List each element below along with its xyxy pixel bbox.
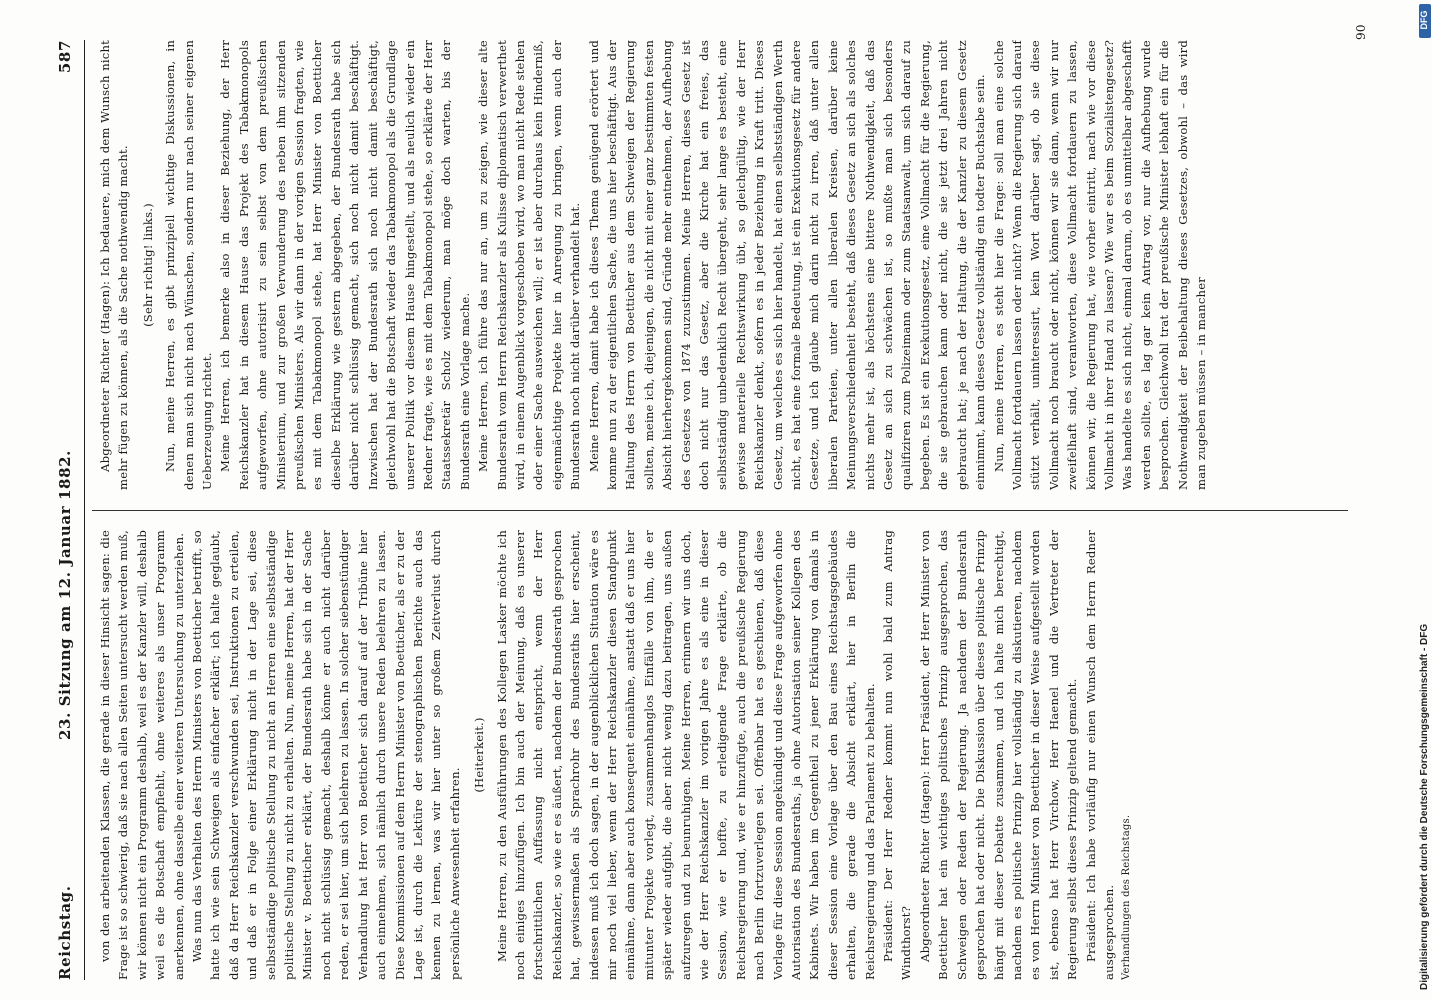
page-header xyxy=(48,40,85,980)
speaker-paragraph: Präsident: Der Herr Redner kommt nun wohl bald zum Antrag Windthorst? xyxy=(881,530,914,980)
dfg-logo-text: DFG xyxy=(1419,10,1429,30)
page-number: 587 xyxy=(56,40,74,74)
footer-note: Verhandlungen des Reichstags. xyxy=(1121,814,1133,980)
speaker-paragraph: Abgeordneter Richter (Hagen): Ich bedauere, mich dem Wunsch nicht mehr fügen zu können, als die Sache nothwendig macht. xyxy=(98,40,131,490)
digitization-watermark: Digitalisierung gefördert durch die Deutsche Forschungsgemeinschaft - DFG xyxy=(1419,623,1430,990)
column-divider xyxy=(92,510,1348,511)
paragraph: Meine Herren, zu den Ausführungen des Kollegen Lasker möchte ich noch einiges hinzufügen. Ich bin auch der Meinung, daß es unserer fortschrittlichen Auffassung nicht entspricht, wenn der Herr Reichskanzler, so wie er es äußert, nachdem der Bundesrath gesprochen hat, gewissermaßen als Sprachrohr des Bundesraths hier erscheint, indessen muß ich doch sagen, in der augenblicklichen Situation wäre es mir noch viel lieber, wenn der Herr Reichskanzler diesen Standpunkt einnähme, dann aber auch konsequent einnähme, anstatt daß er uns hier mitunter Projekte vorlegt, zusammenhanglos Einfälle von ihm, die er später wieder aufgibt, die aber nicht wenig dazu beitragen, uns außen aufzuregen und zu beunruhigen. Meine Herren, erinnern wir uns doch, wie der Herr Reichskanzler im vorigen Jahre es als eine in dieser Session, wie er hoffte, zu erledigende Frage erklärte, ob die Reichsregierung und, wie er hinzufügte, auch die preußische Regierung nach Berlin fortzuverlegen sei. Offenbar hat es geschienen, daß diese Vorlage für diese Session angekündigt und diese Frage aufgeworfen ohne Autorisation des Bundesraths, ja ohne Autorisation seiner Kollegen des Kabinets. Wir haben im Gegentheil zu jener Erklärung von damals in dieser Session eine Vorlage über den Bau eines Reichstagsgebäudes erhalten, die gerade die Absicht erklärt, hier in Berlin die Reichsregierung und das Parlament zu behalten. xyxy=(494,530,877,980)
signature-mark: 90 xyxy=(1353,24,1368,40)
interjection: (Heiterkeit.) xyxy=(472,717,487,793)
paragraph: Was nun das Verhalten des Herrn Ministers von Boetticher betrifft, so hatte ich wie sein Schweigen als einfacher erklärt; ich halte geglaubt, daß da Herr Reichskanzler verschwunden sei, Instruktionen zu erteilen, und daß er in Folge einer Erklärung nicht in der Lage sei, diese selbstständige politische Stellung zu nicht an Herren eine selbstständige politische Stellung zu nicht zu erhalten. Nun, meine Herren, hat der Herr Minister v. Boetticher erklärt, der Bundesrath habe sich in der Sache noch nicht schlüssig gemacht, deshalb könne er auch nicht darüber reden, er sei hier, um sich belehren zu lassen. In solcher siebenstündiger Verhandlung hat Herr von Boetticher sich darauf auf der Tribüne hier auch einnehmen, sich nämlich durch unsere Reden belehren zu lassen. Diese Kommissionen auf dem Herrn Minister von Boetticher, als er zu der Lage ist, durch die Lektüre der stenographischen Berichte auch das kennen zu lernen, was wir hier unter so großem Zeitverlust durch persönliche Anwesenheit erfahren. xyxy=(190,530,462,980)
right-column xyxy=(96,40,1342,490)
speaker-paragraph: Abgeordneter Richter (Hagen): Herr Präsident, der Herr Minister von Boetticher hat ein wichtiges politisches Prinzip ausgesprochen, das Schweigen oder Reden der Regierung. Ja nachdem der Bundesrath gesprochen hat oder nicht. Die Diskussion über dieses politische Prinzip hängt mit dieser Debatte zusammen, und ich halte mich berechtigt, nachdem es politische Prinzip hier vollständig zu diskutieren, nachdem es von Herrn Minister von Boetticher in dieser Weise aufgestellt worden ist, ebenso hat Herr Virchow, Herr Haenel und die Vertreter der Regierung selbst dieses Prinzip geltend gemacht. xyxy=(917,530,1080,980)
paragraph: Meine Herren, ich führe das nur an, um zu zeigen, wie dieser alte Bundesrath vom Herrn Reichskanzler als Kulisse diplomatisch verwerthet wird, in einem Augenblick vorgeschoben wird, wo man nicht Rede stehen oder einer Sache ausweichen will; er ist aber durchaus kein Hinderniß, eigenmächtige Projekte hier in Anregung zu bringen, wenn auch der Bundesrath noch nicht darüber verhandelt hat. xyxy=(476,40,583,490)
header-left: Reichstag. xyxy=(56,885,74,980)
header-center: 23. Sitzung am 12. Januar 1882. xyxy=(56,450,74,740)
interjection: (Sehr richtig! links.) xyxy=(140,203,155,327)
left-column xyxy=(96,530,1342,980)
paragraph: von den arbeitenden Klassen, die gerade in dieser Hinsicht sagen: die Frage ist so schwierig, daß sie nach allen Seiten untersucht werden muß, wir können nicht ein Programm deshalb, weil es der Kanzler will, deshalb weil es die Botschaft empfiehlt, ohne weiteres als unser Programm anerkennen, ohne dasselbe einer weiteren Untersuchung zu unterziehen. xyxy=(98,530,186,980)
paragraph: Meine Herren, damit habe ich dieses Thema genügend erörtert und komme nun zu der eigentlichen Sache, die uns hier beschäftigt. Aus der Haltung des Herrn von Boetticher aus dem Schweigen der Regierung sollten, meine ich, diejenigen, die nicht mit einer ganz bestimmten festen Absicht hierhergekommen sind, Gründe mehr entnehmen, der Aufhebung des Gesetzes von 1874 zuzustimmen. Meine Herren, dieses Gesetz ist doch nicht nur das Gesetz, aber die Kirche hat ein freies, das selbstständig unbedenklich Recht übergeht, sehr lange es besteht, eine gewisse materielle Rechtswirkung übt, so gleichgültig, wie der Herr Reichskanzler denkt, sofern es in jeder Beziehung in Kraft tritt. Dieses Gesetz, um welches es sich hier handelt, hat einen selbstständigen Werth nicht, es hat eine formale Bedeutung, ist ein Exekutionsgesetz für andere Gesetze, und ich glaube mich darin nicht zu irren, daß unter allen liberalen Parteien, unter allen liberalen Kreisen, darüber keine Meinungsverschiedenheit besteht, daß dieses Gesetz an sich als solches nichts mehr ist, als höchstens eine bittere Nothwendigkeit, daß das Gesetz an sich zu schwächen ist, so mußte man sich besonders qualifiziren zum Polizeimann oder zum Staatsanwalt, um sich darauf zu begeben. Es ist ein Exekutionsgesetz, eine Vollmacht für die Regierung, die sie gebrauchen kann oder nicht, die sie jetzt drei Jahren nicht gebraucht hat; je nach der Haltung, die der Kanzler zu diesem Gesetz einnimmt, kann dieses Gesetz vollständig ein todter Buchstabe sein. xyxy=(586,40,988,490)
rotated-document-page xyxy=(48,24,1378,980)
paragraph: Nun, meine Herren, es steht hier die Frage: soll man eine solche Vollmacht fortdauern lassen oder nicht? Wenn die Regierung sich darauf stützt verhält, uninteressirt, kein Wort darüber sagt, ob sie diese Vollmacht noch braucht oder nicht, können wir sie dann, wenn wir nur zweifelhaft sind, verantworten, diese Vollmacht fortdauern zu lassen, können wir, die Regierung hat, wie vorher eintritt, nach wie vor diese Vollmacht in ihrer Hand zu lassen? Wie war es beim Sozialistengesetz? Was handelte es sich nicht, einmal darum, ob es unmittelbar abgeschafft werden sollte, es lag gar kein Antrag vor, nur die Aufhebung wurde besprochen. Gleichwohl trat der preußische Minister lebhaft ein für die Nothwendigkeit der Beibehaltung dieses Gesetzes, obwohl – das wird man zugeben müssen – in mancher xyxy=(991,40,1208,490)
speaker-paragraph: Präsident: Ich habe vorläufig nur einen Wunsch dem Herrn Redner ausgesprochen. xyxy=(1083,530,1116,980)
dfg-logo-icon xyxy=(1419,4,1431,38)
paragraph: Meine Herren, ich bemerke also in dieser Beziehung, der Herr Reichskanzler hat in diesem Hause das Projekt des Tabakmonopols aufgeworfen, ohne autorisirt zu sein selbst von dem preußischen Ministerium, und zur großen Verwunderung des neben ihm sitzenden preußischen Ministers. Als wir dann in der vorigen Session fragten, wie es mit dem Tabakmonopol stehe, hat Herr Minister von Boetticher dieselbe Erklärung wie gestern abgegeben, der Bundesrath habe sich darüber nicht schlüssig gemacht, sich noch nicht damit beschäftigt. Inzwischen hat der Bundesrath sich noch nicht damit beschäftigt, gleichwohl hat die Botschaft wieder das Tabakmonopol als die Grundlage unserer Politik vor diesem Hause hingestellt, und als neulich wieder ein Redner fragte, wie es mit dem Tabakmonopol stehe, so erklärte der Herr Staatssekretär Scholz wiederum, man möge doch warten, bis der Bundesrath eine Vorlage mache. xyxy=(218,40,472,490)
paragraph: Nun, meine Herren, es gibt prinzipiell wichtige Diskussionen, in denen man sich nicht nach Wünschen, sondern nur nach seiner eigenen Ueberzeugung richtet. xyxy=(163,40,215,490)
